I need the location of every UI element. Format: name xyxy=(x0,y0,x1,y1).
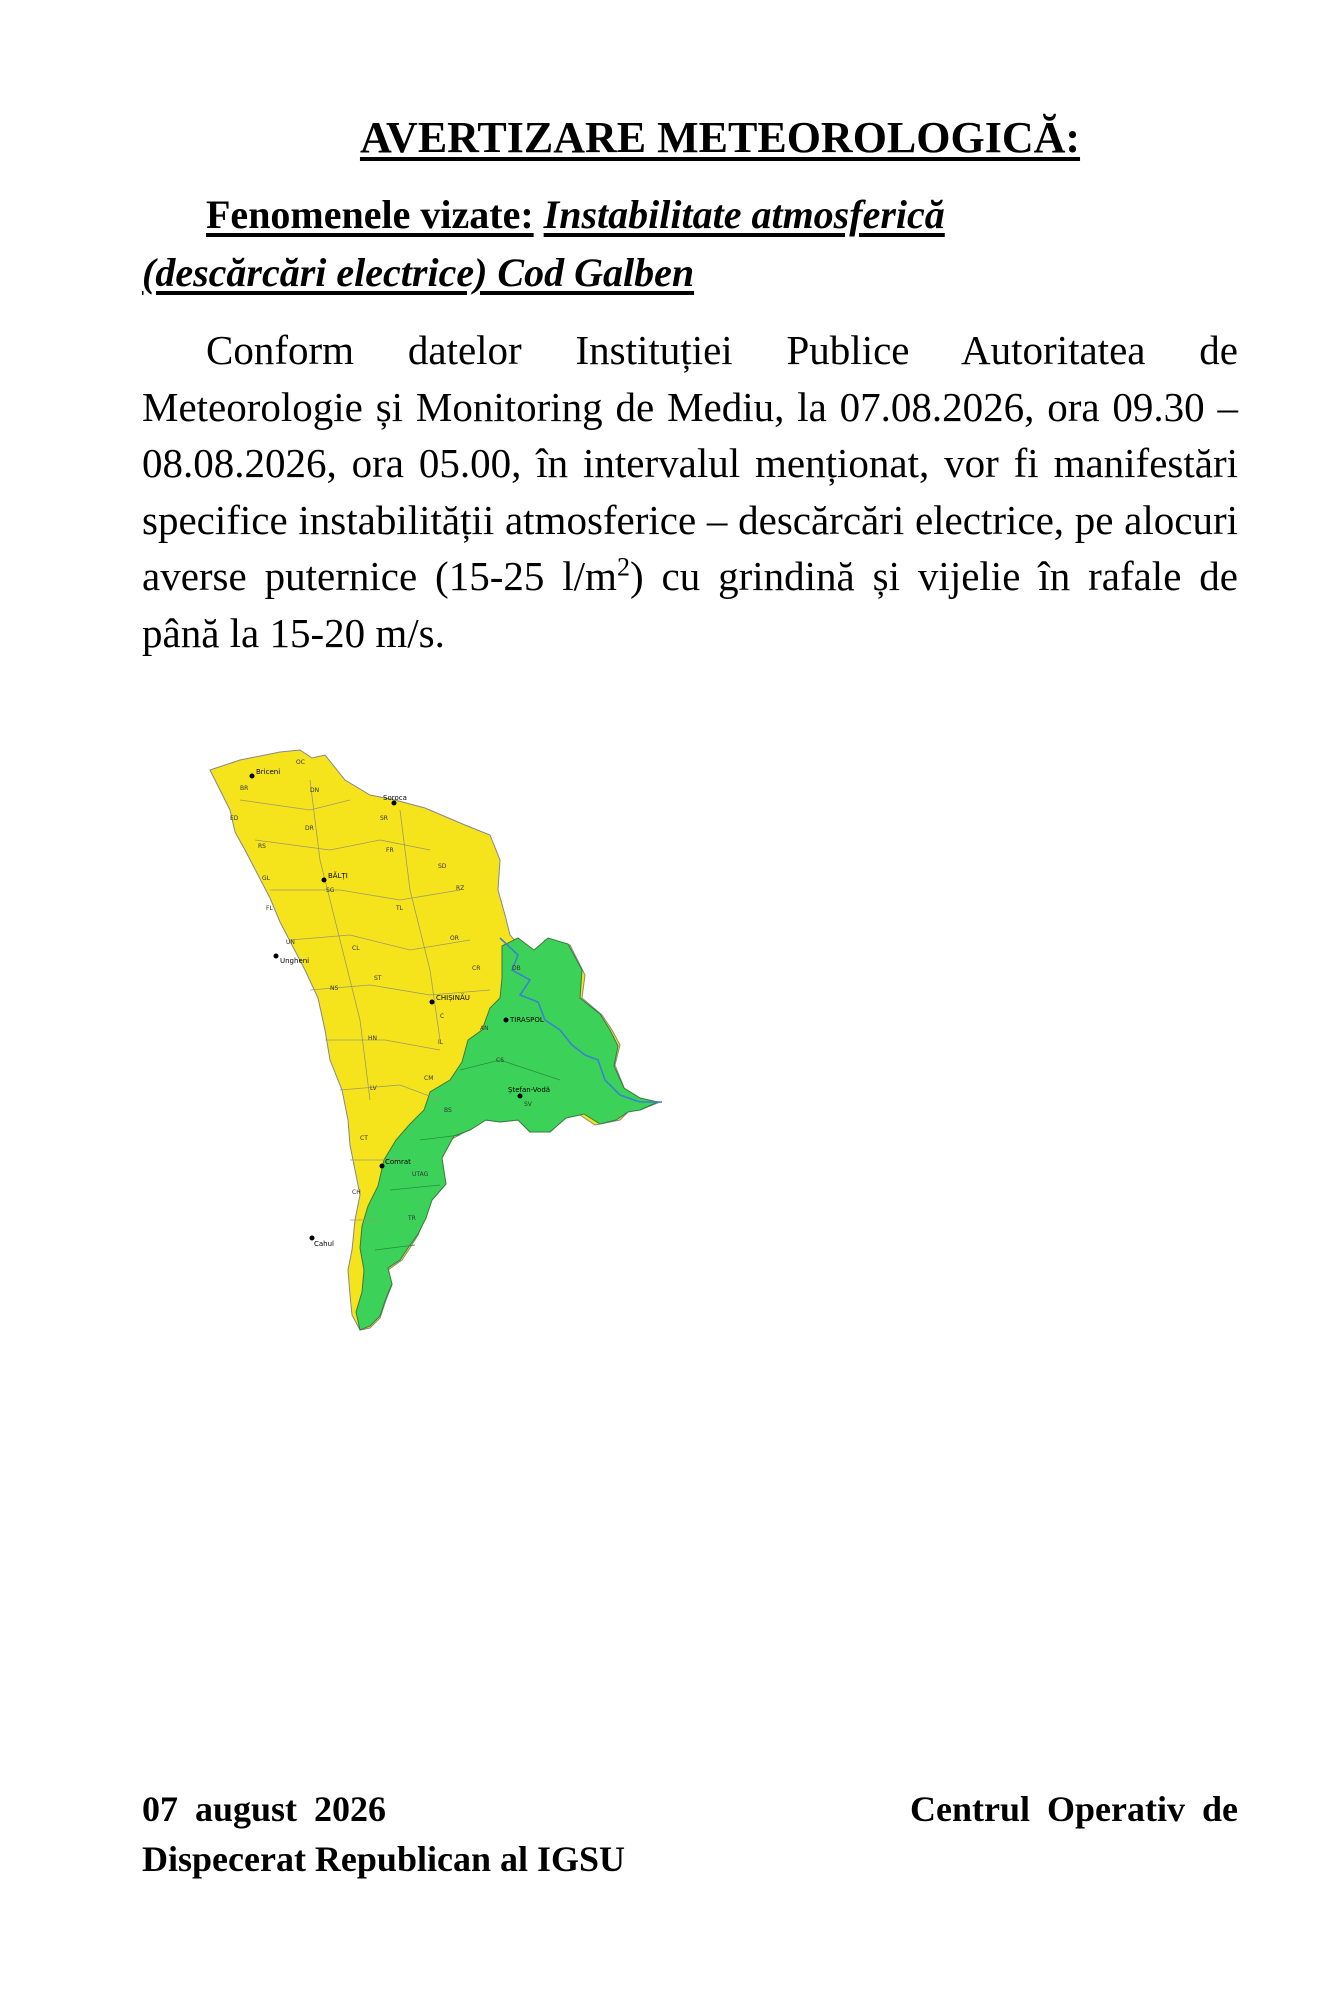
svg-text:DB: DB xyxy=(512,965,521,972)
svg-text:SV: SV xyxy=(524,1101,532,1108)
svg-text:OR: OR xyxy=(450,935,459,942)
svg-text:C: C xyxy=(440,1013,445,1020)
svg-text:HN: HN xyxy=(368,1035,377,1042)
svg-text:CR: CR xyxy=(472,965,481,972)
phenomena-heading xyxy=(142,186,1142,302)
svg-text:OC: OC xyxy=(296,759,305,766)
city-label: CHIȘINĂU xyxy=(436,994,470,1002)
document-title xyxy=(0,112,1320,163)
svg-text:TR: TR xyxy=(408,1215,416,1222)
city-label: Comrat xyxy=(385,1158,411,1166)
svg-text:SR: SR xyxy=(380,815,388,822)
city-label: Briceni xyxy=(256,768,281,776)
svg-text:LV: LV xyxy=(370,1085,377,1092)
moldova-map-svg xyxy=(200,740,680,1340)
issuer-line-2: Dispecerat Republican al IGSU xyxy=(142,1839,626,1879)
city-label: Cahul xyxy=(314,1240,334,1248)
city-label: Ștefan-Vodă xyxy=(508,1086,551,1094)
warning-map xyxy=(200,740,680,1340)
document-date: 07 august 2026 xyxy=(142,1789,387,1829)
body-superscript: 2 xyxy=(616,552,630,582)
phenomenon-line-2: (descărcări electrice) Cod Galben xyxy=(142,250,695,295)
svg-text:CL: CL xyxy=(352,945,360,952)
title-text: AVERTIZARE METEOROLOGICĂ: xyxy=(359,113,1081,162)
svg-text:UTAG: UTAG xyxy=(412,1171,429,1178)
svg-text:IL: IL xyxy=(438,1039,444,1046)
svg-text:DR: DR xyxy=(305,825,314,832)
city-label: Ungheni xyxy=(280,957,310,965)
city-label: TIRASPOL xyxy=(510,1016,544,1024)
svg-text:NS: NS xyxy=(330,985,339,992)
svg-text:TL: TL xyxy=(396,905,404,912)
svg-text:FL: FL xyxy=(266,905,273,912)
body-text-part-2: ) cu grindină și vijelie în rafale de până la 15-20 m/s. xyxy=(142,553,1239,656)
city-label: Soroca xyxy=(383,794,407,802)
city-label: BĂLȚI xyxy=(328,872,348,880)
body-text-part-1: Conform datelor Instituției Publice Autoritatea de Meteorologie și Monitoring de Mediu, la 07.08.2026, ora 09.30 – 08.08.2026, ora 05.00, în intervalul menționat, vor fi manifestări specifice instabilității atmosferice – descărcări electrice, pe alocuri averse puternice (15-25 l/m xyxy=(142,327,1238,599)
svg-text:SD: SD xyxy=(438,863,447,870)
svg-text:GL: GL xyxy=(262,875,270,882)
svg-text:SG: SG xyxy=(326,887,335,894)
svg-text:RZ: RZ xyxy=(456,885,465,892)
svg-text:DN: DN xyxy=(310,787,320,794)
svg-text:BR: BR xyxy=(240,785,249,792)
svg-text:CH: CH xyxy=(352,1189,361,1196)
warning-body-paragraph xyxy=(142,322,1238,661)
svg-text:UN: UN xyxy=(286,939,295,946)
svg-text:FR: FR xyxy=(386,847,394,854)
svg-text:CS: CS xyxy=(496,1057,504,1064)
phenomenon-line-1: Instabilitate atmosferică xyxy=(543,192,945,237)
svg-text:ST: ST xyxy=(374,975,382,982)
svg-text:RS: RS xyxy=(258,843,266,850)
svg-text:CM: CM xyxy=(424,1075,434,1082)
phenomena-label: Fenomenele vizate: xyxy=(206,192,534,237)
svg-text:BS: BS xyxy=(444,1107,452,1114)
issuer-line-1: Centrul Operativ de xyxy=(910,1789,1238,1829)
svg-text:CT: CT xyxy=(360,1135,368,1142)
svg-text:AN: AN xyxy=(480,1025,489,1032)
svg-text:ED: ED xyxy=(230,815,239,822)
